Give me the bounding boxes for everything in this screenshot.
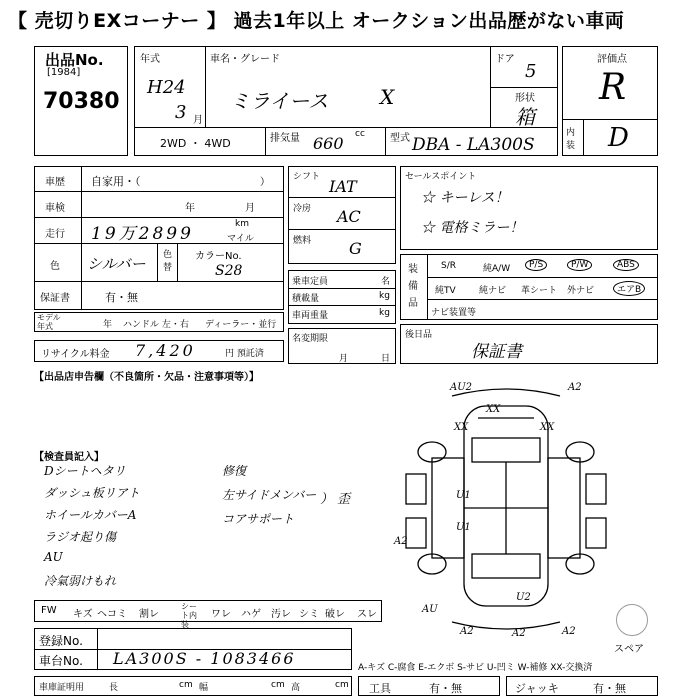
register-label: 登録No. [39,634,83,648]
car-damage-diagram [392,378,620,640]
capacity-label2: 積載量 [292,294,320,304]
inspector-mark: ） 歪 [320,492,351,507]
header-title: 【 売切りEXコーナー 】 過去1年以上 オークション出品歴がない車両 [8,10,625,32]
displacement-label: 排気量 [270,133,300,144]
garage-cert-label: 車庫証明用 [39,683,85,693]
diagram-mark: A2 [562,626,576,637]
lot-sub: [1984] [47,67,81,78]
diagram-mark: AU [422,604,438,615]
inspector-note: Dシートヘタリ [44,464,126,478]
model-label: 車名・グレード [210,54,280,65]
capacity-table [288,270,396,324]
diagram-mark: A2 [394,536,408,547]
equipment-box [400,254,658,320]
diagram-mark: U2 [516,592,531,603]
register-chassis-table [34,628,352,670]
model-code-value: DBA - LA300S [412,135,535,155]
header-bar [0,0,700,32]
color-code-label: カラーNo. [195,251,242,262]
reg-change-day: 日 [381,354,391,364]
diagram-mark: A2 [568,382,582,393]
color-change-label: 色替 [163,250,173,273]
ac-label: 冷房 [293,204,312,214]
diagram-mark: U1 [456,490,471,501]
garage-cert-item: cm [179,680,193,690]
equip-ext-navi: 外ナビ [567,286,595,296]
capacity-label3: 車両重量 [292,311,329,321]
diagram-mark: U1 [456,522,471,533]
selling-points-box [400,166,658,250]
inspection-label: 車検 [45,203,65,214]
model-grade: X [380,85,395,109]
color-code-value: S28 [215,263,243,279]
car-info-box [134,46,558,156]
garage-cert-row [34,676,352,696]
equip-aw: 純A/W [483,264,511,274]
inspector-note: ラジオ起り傷 [44,530,117,544]
interior-value: D [608,123,629,153]
garage-cert-item: 高 [291,683,301,693]
spare-label: スペア [614,644,644,655]
lot-box [34,46,128,156]
mileage-unit-mile: マイル [227,234,254,244]
warranty-value: 有・無 [105,291,138,304]
doors-value: 5 [525,61,537,82]
legend-item: シミ [299,609,319,620]
legend-item: キズ [73,609,93,620]
year-era: H24 [147,77,186,98]
later-label: 後日品 [405,330,433,340]
inspector-note: ダッシュ板リアト [44,486,140,500]
tools-row [358,676,500,696]
capacity-unit3: kg [379,308,390,318]
legend-item: ヘコミ [97,609,127,620]
equip-pw: P/W [567,259,592,271]
color-value: シルバー [87,255,146,273]
history-table [34,166,284,310]
key-legend: A-キズ C-腐食 E-エクボ S-サビ U-凹ミ W-補修 XX-交換済 [358,663,593,673]
damage-legend-row [34,600,382,629]
garage-cert-item: 幅 [199,683,209,693]
model-year-label: モデル年式 [37,313,61,331]
inspector-label: 【検査員記入】 [34,452,104,463]
year-label: 年式 [140,54,160,65]
diagram-mark: XX [486,404,501,415]
ac-value: AC [337,207,361,226]
chassis-label: 車台No. [39,654,83,668]
capacity-label1: 乗車定員 [292,277,329,287]
capacity-unit2: kg [379,291,390,301]
tools-value: 有・無 [429,682,462,695]
legend-item: 汚レ [271,609,291,620]
shift-value: IAT [329,177,357,196]
legend-item: スレ [357,609,377,620]
legend-item: ハゲ [241,609,261,620]
fuel-label: 燃料 [293,236,312,246]
garage-cert-item: cm [335,680,349,690]
drive-label: 2WD ・ 4WD [160,137,231,150]
recycle-row [34,340,284,362]
diagram-mark: A2 [460,626,474,637]
jack-row [506,676,658,696]
lot-label: 出品No. [45,51,104,69]
spare-tire-icon [616,604,648,636]
history-close: ） [260,177,270,188]
diagram-annotations [393,382,582,639]
reg-change-box [288,328,396,364]
shape-value: 箱 [515,105,535,129]
interior-label: 内装 [566,128,576,151]
displacement-unit: cc [355,129,365,139]
lot-number: 70380 [43,89,120,114]
legend-item: シート内装 [181,602,197,629]
shift-label: シフト [293,172,321,182]
selling-points-label: セールスポイント [405,172,477,182]
equip-tv: 純TV [435,286,456,296]
color-label: 色 [50,261,60,272]
inspector-note: 修復 [222,464,247,478]
rating-box [562,46,658,156]
equip-sr: S/R [441,261,456,271]
diagram-mark: XX [454,422,469,433]
legend-item: 破レ [325,609,345,620]
year-month-unit: 月 [193,115,203,126]
legend-item: 割レ [139,609,159,620]
recycle-label: リサイクル料金 [41,349,110,360]
model-code-label: 型式 [390,133,410,144]
rating-value: R [599,67,627,108]
selling-point-1: ☆ キーレス！ [421,190,509,206]
selling-point-2: ☆ 電格ミラー！ [421,220,524,236]
recycle-value: 7,420 [135,341,196,360]
later-items-box [400,324,658,364]
equip-abs: ABS [613,259,639,271]
inspector-notes-left [44,462,214,594]
shift-table [288,166,396,264]
inspector-note: ホイールカバーA [44,508,137,522]
mileage-unit-km: km [235,219,249,229]
legend-item: FW [41,605,57,616]
mileage-value: 19万2899 [91,224,194,244]
equip-navi-label: ナビ装置等 [431,308,477,318]
inspection-month-unit: 月 [245,203,255,214]
mileage-label: 走行 [45,229,65,240]
model-year-handle: ハンドル 左・右 [123,320,189,330]
chassis-value: LA300S - 1083466 [113,649,296,668]
history-label: 車歴 [45,177,65,188]
equip-leather: 革シート [521,286,558,296]
inspector-note: コアサポート [222,512,295,526]
capacity-unit1: 名 [381,277,391,287]
equipment-label: 装備品 [408,264,418,309]
diagram-mark: XX [540,422,555,433]
inspector-note: AU [44,550,63,564]
recycle-unit: 円 預託済 [225,349,264,359]
garage-cert-item: cm [271,680,285,690]
model-year-unit: 年 [103,320,113,330]
year-month: 3 [175,102,187,123]
equip-ps: P/S [525,259,547,271]
diagram-mark: A2 [512,628,526,639]
legend-item: ワレ [211,609,231,620]
history-value: 自家用・（ [91,175,141,188]
jack-label: ジャッキ [515,682,559,695]
tools-label: 工具 [369,682,391,695]
later-value: 保証書 [471,342,522,362]
equip-airbag: エアB [613,281,645,296]
garage-cert-item: 長 [109,683,119,693]
rating-label: 評価点 [597,54,627,65]
diagram-mark: AU2 [450,382,473,393]
model-year-row [34,312,284,332]
inspector-note: 冷氣弱けもれ [44,574,117,588]
shape-label: 形状 [515,93,535,104]
reg-change-label: 名変期限 [292,334,329,344]
reg-change-month: 月 [339,354,349,364]
jack-value: 有・無 [593,682,626,695]
equip-navi: 純ナビ [479,286,507,296]
inspection-year-unit: 年 [185,203,195,214]
model-year-dealer: ディーラー・並行 [205,320,277,330]
model-name: ミライース [230,89,329,113]
notes-header: 【出品店申告欄（不良箇所・欠品・注意事項等）】 [34,372,259,383]
fuel-value: G [349,239,362,258]
displacement-value: 660 [313,134,344,153]
inspector-note: 左サイドメンバー [222,488,317,502]
warranty-label: 保証書 [40,293,70,304]
doors-label: ドア [495,54,515,65]
